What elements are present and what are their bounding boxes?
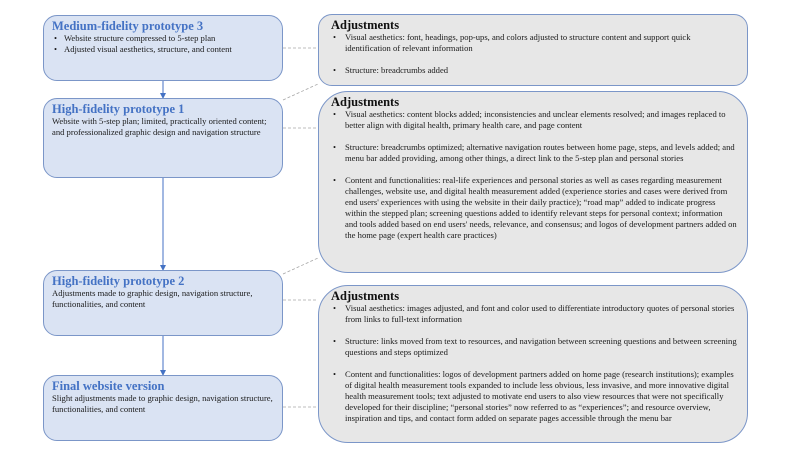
dashed-link-2b [283, 258, 318, 274]
adjustment-item: • Structure: links moved from text to resources, and navigation between screening questions and between screening questions and steps optimized [345, 336, 737, 358]
adjustments-box-1 [318, 14, 748, 86]
stage-description: Website with 5-step plan; limited, practically oriented content; and professionalized graphic design and navigation structure [52, 116, 267, 137]
adjustment-item: • Structure: breadcrumbs added [345, 65, 737, 76]
stage-bullet: • Adjusted visual aesthetics, structure, and content [64, 44, 274, 55]
stage-box-high-fidelity-1 [43, 98, 283, 178]
adjustments-list [331, 303, 737, 424]
adjustment-item: • Visual aesthetics: content blocks added; inconsistencies and unclear elements resolved; and images replaced to better align with digital health, primary health care, and page content [345, 109, 737, 131]
dashed-link-1b [283, 84, 318, 100]
adjustments-title: Adjustments [331, 95, 400, 109]
adjustment-item: • Content and functionalities: real-life experiences and personal stories as well as cases regarding measurement challenges, website use, and digital health measurement added (experience stories and cases were derived from end users' experiences with using the website in their daily practice); “road map” added to indicate progress within the stepped plan; screening questions added to identify relevant steps for personal context; information and tools added based on end users' needs, relevance, and consensus; and logos of development partners added on the home page (expert health care practices) [345, 175, 737, 241]
stage-title: High-fidelity prototype 1 [52, 102, 185, 116]
adjustment-item: • Content and functionalities: logos of development partners added on home page (research institutions); examples of digital health measurement tools expanded to include less obvious, less invasive, and more innovative digital health measurement tools; text adjusted to motivate end users to also view resources that were not specifically developed for their discipline; “personal stories” now referred to as “experiences”; and resource overview, inspiration and tips, and contact form added on separate pages accessible through the menu bar [345, 369, 737, 424]
adjustment-item: • Visual aesthetics: font, headings, pop-ups, and colors adjusted to structure content and support quick identification of relevant information [345, 32, 737, 54]
adjustments-list [331, 32, 737, 76]
stage-bullet: • Website structure compressed to 5-step plan [64, 33, 274, 44]
stage-title: Final website version [52, 379, 165, 393]
stage-box-final-version [43, 375, 283, 441]
stage-bullets [52, 33, 274, 55]
adjustments-box-2 [318, 91, 748, 273]
stage-title: Medium-fidelity prototype 3 [52, 19, 204, 33]
adjustments-title: Adjustments [331, 289, 400, 303]
adjustments-box-3 [318, 285, 748, 443]
stage-title: High-fidelity prototype 2 [52, 274, 185, 288]
stage-box-high-fidelity-2 [43, 270, 283, 336]
stage-description: Slight adjustments made to graphic design, navigation structure, functionalities, and content [52, 393, 273, 414]
adjustment-item: • Visual aesthetics: images adjusted, and font and color used to differentiate introductory quotes of personal stories from links to full-text information [345, 303, 737, 325]
adjustments-title: Adjustments [331, 18, 400, 32]
stage-description: Adjustments made to graphic design, navigation structure, functionalities, and content [52, 288, 253, 309]
stage-box-medium-fidelity-3 [43, 15, 283, 81]
adjustment-item: • Structure: breadcrumbs optimized; alternative navigation routes between home page, steps, and levels added; and menu bar added providing, among other things, a direct link to the 5-step plan and personal stories [345, 142, 737, 164]
adjustments-list [331, 109, 737, 241]
